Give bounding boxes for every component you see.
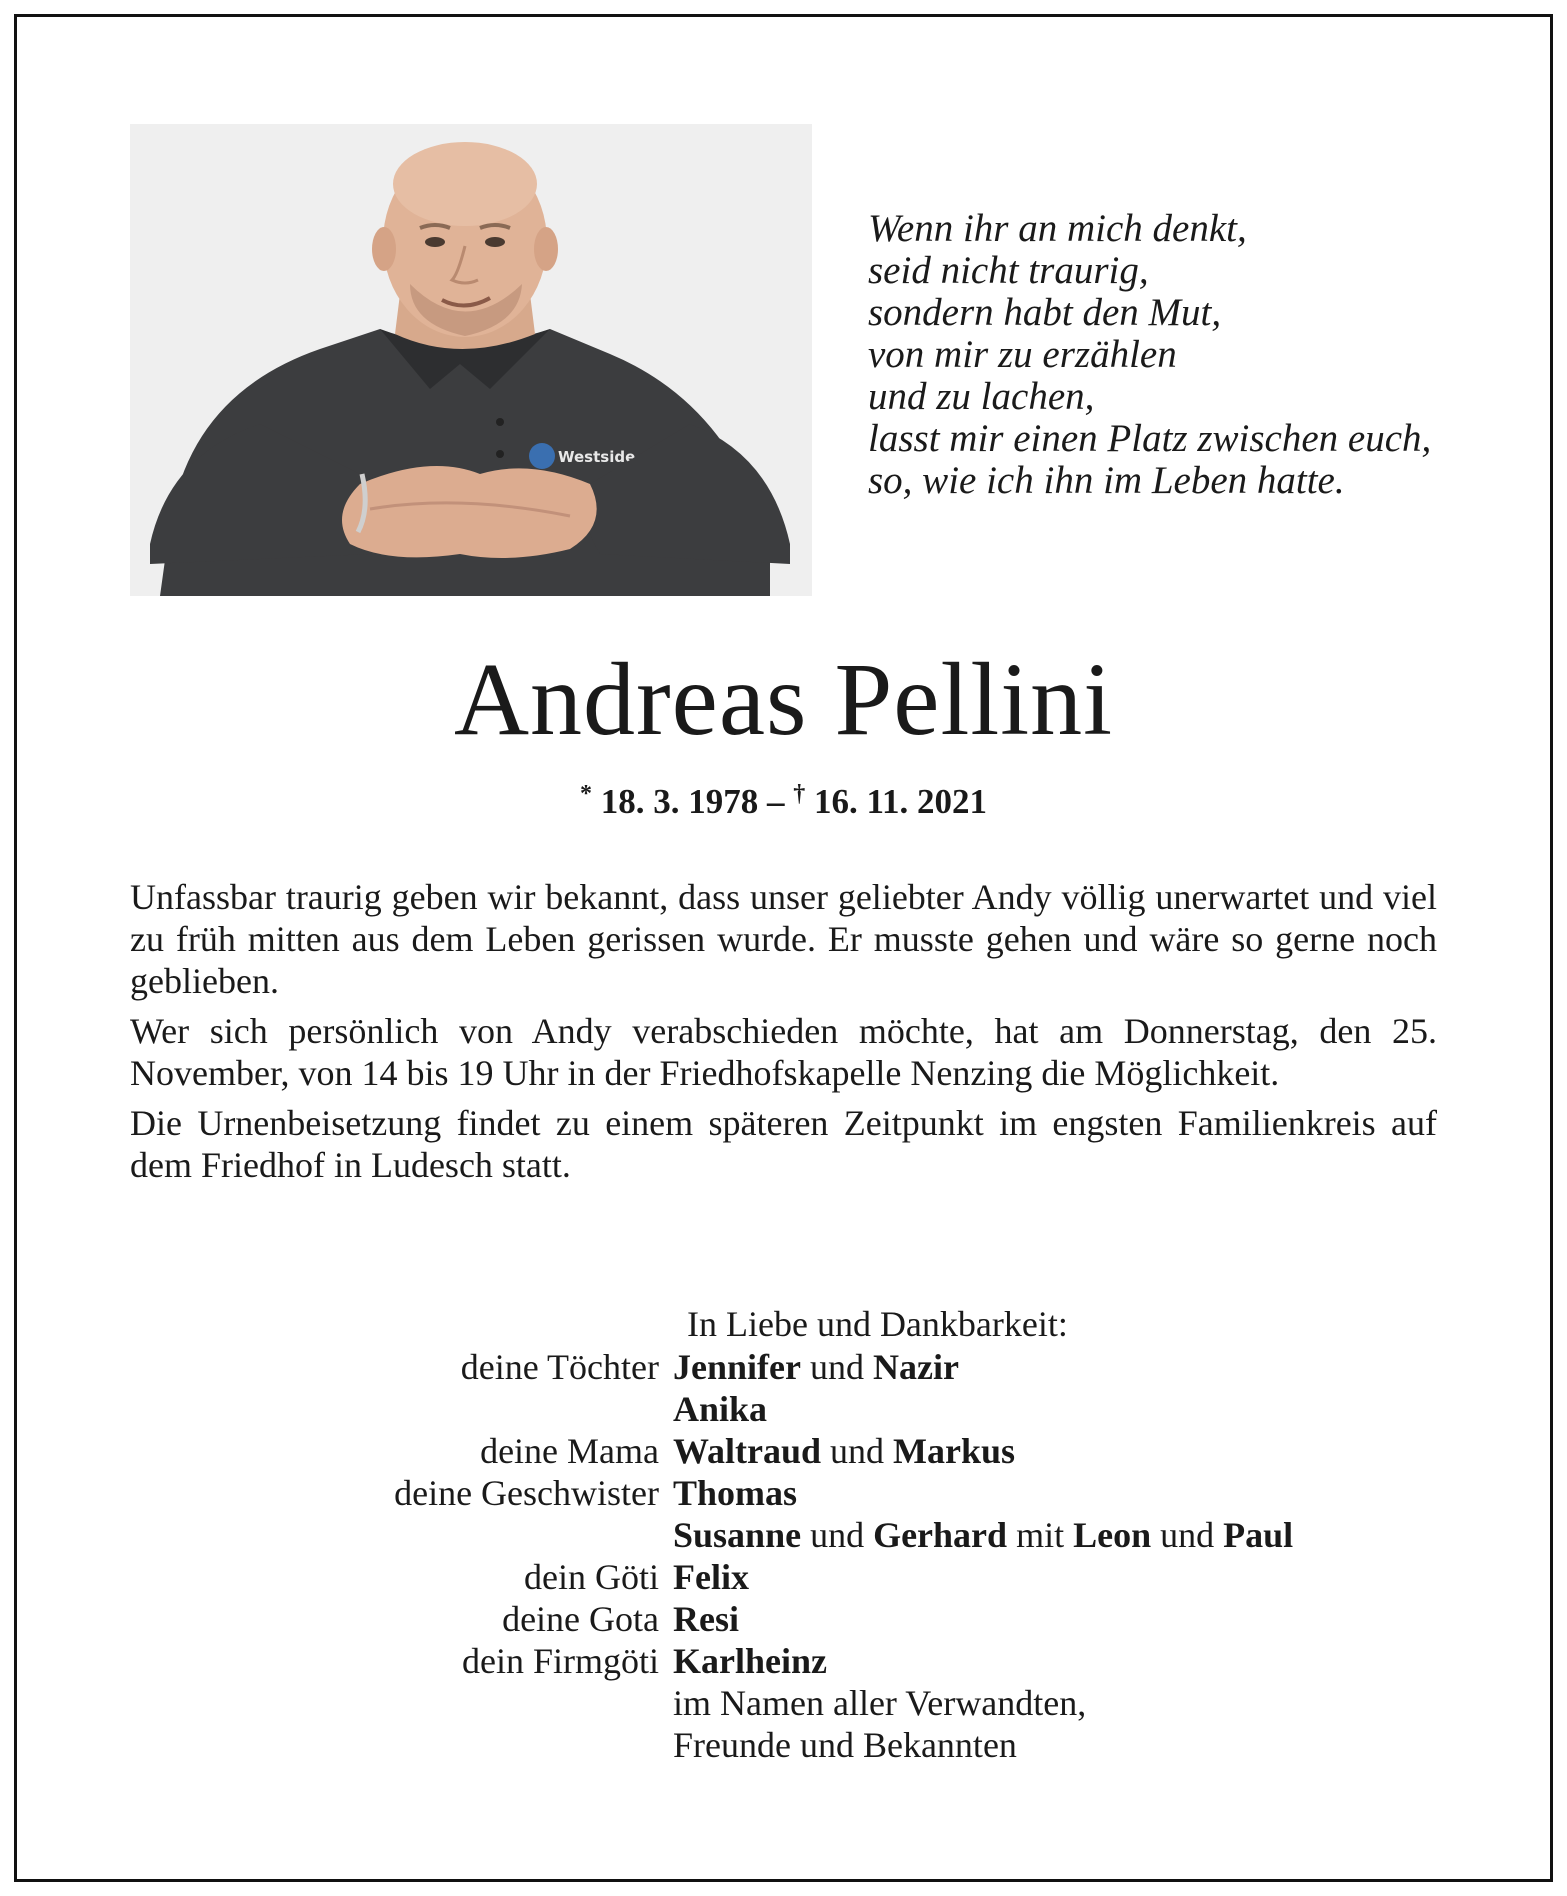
announcement-paragraph: Die Urnenbeisetzung findet zu einem späteren Zeitpunkt im engsten Familienkreis auf dem Friedhof in Ludesch statt.: [130, 1103, 1437, 1185]
mourner-names: [673, 1724, 1017, 1766]
mourner-row: [0, 1556, 1567, 1598]
signature-intro: In Liebe und Dankbarkeit:: [687, 1304, 1068, 1344]
mourner-name: Gerhard: [873, 1515, 1008, 1555]
mourner-relation: deine Geschwister: [394, 1473, 659, 1513]
announcement-paragraph: Wer sich persönlich von Andy verabschieden möchte, hat am Donnerstag, den 25. November, von 14 bis 19 Uhr in der Friedhofskapelle Nenzing die Möglichkeit.: [130, 1011, 1437, 1093]
mourner-name: Thomas: [673, 1473, 798, 1513]
mourner-names: [673, 1640, 827, 1682]
mourner-relation: deine Töchter: [460, 1347, 659, 1387]
connector-text: und: [801, 1515, 874, 1555]
poem-line: sondern habt den Mut,: [868, 291, 1222, 334]
mourner-names: [673, 1514, 1293, 1556]
mourner-name: Felix: [673, 1557, 749, 1597]
poem-line: seid nicht traurig,: [868, 249, 1149, 292]
poem: [868, 208, 1468, 502]
life-dates: [0, 772, 1567, 824]
mourner-name: Susanne: [673, 1515, 802, 1555]
death-symbol: †: [793, 781, 806, 807]
connector-text: mit: [1007, 1515, 1074, 1555]
mourner-row: [0, 1430, 1567, 1472]
mourner-relation: [0, 1388, 673, 1430]
mourner-name: Jennifer: [673, 1347, 801, 1387]
mourner-name: Resi: [673, 1599, 739, 1639]
mourner-row: [0, 1514, 1567, 1556]
mourner-name: Nazir: [872, 1347, 959, 1387]
birth-date: 18. 3. 1978: [600, 782, 759, 821]
connector-text: im Namen aller Verwandten,: [673, 1683, 1087, 1723]
deceased-name: Andreas Pellini: [453, 642, 1114, 757]
mourner-name: Paul: [1223, 1515, 1294, 1555]
portrait-photo: [130, 124, 812, 596]
announcement-text: [130, 876, 1437, 1194]
mourner-relation: [0, 1682, 673, 1724]
date-separator: –: [766, 782, 785, 821]
mourner-row: [0, 1724, 1567, 1766]
mourner-names: [673, 1430, 1015, 1472]
mourner-names: [673, 1346, 959, 1388]
mourner-name: Leon: [1073, 1515, 1152, 1555]
poem-line: von mir zu erzählen: [868, 333, 1177, 376]
mourner-names: [673, 1598, 739, 1640]
mourner-row: [0, 1346, 1567, 1388]
shirt-logo-text: Westside: [558, 448, 636, 466]
connector-text: und: [1151, 1515, 1224, 1555]
connector-text: und: [821, 1431, 894, 1471]
mourner-relation: dein Firmgöti: [462, 1641, 659, 1681]
mourners-list: [0, 1346, 1567, 1766]
death-date: 16. 11. 2021: [813, 782, 988, 821]
mourner-relation: [0, 1724, 673, 1766]
poem-line: und zu lachen,: [868, 375, 1095, 418]
mourner-names: [673, 1472, 797, 1514]
mourner-name: Karlheinz: [673, 1641, 827, 1681]
poem-line: so, wie ich ihn im Leben hatte.: [868, 459, 1345, 502]
mourner-relation: deine Gota: [502, 1599, 659, 1639]
mourner-relation: [0, 1514, 673, 1556]
mourner-row: [0, 1472, 1567, 1514]
mourner-row: [0, 1682, 1567, 1724]
mourner-names: [673, 1682, 1086, 1724]
mourner-name: Waltraud: [673, 1431, 822, 1471]
announcement-paragraph: Unfassbar traurig geben wir bekannt, dass unser geliebter Andy völlig unerwartet und viel zu früh mitten aus dem Leben gerissen wurde. Er musste gehen und wäre so gerne noch geblieben.: [130, 877, 1437, 1001]
connector-text: Freunde und Bekannten: [673, 1725, 1017, 1765]
mourner-relation: deine Mama: [480, 1431, 659, 1471]
mourner-row: [0, 1598, 1567, 1640]
mourner-relation: dein Göti: [524, 1557, 659, 1597]
mourner-name: Anika: [673, 1389, 768, 1429]
birth-symbol: *: [579, 781, 592, 807]
mourner-names: [673, 1388, 767, 1430]
mourner-row: [0, 1640, 1567, 1682]
mourner-names: [673, 1556, 749, 1598]
poem-line: lasst mir einen Platz zwischen euch,: [868, 417, 1432, 460]
mourner-row: [0, 1388, 1567, 1430]
connector-text: und: [800, 1347, 873, 1387]
mourner-name: Markus: [893, 1431, 1016, 1471]
poem-line: Wenn ihr an mich denkt,: [868, 207, 1247, 250]
